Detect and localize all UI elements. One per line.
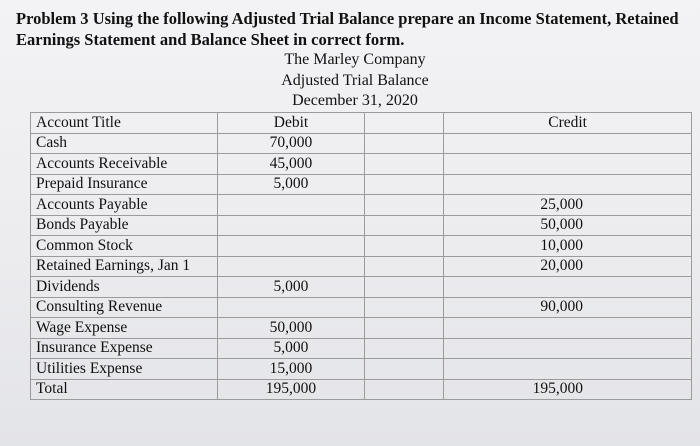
table-row <box>31 277 692 298</box>
credit-value: 90,000 <box>443 297 691 318</box>
table-row <box>31 256 692 277</box>
spacer-cell <box>364 338 443 359</box>
debit-value <box>218 215 364 236</box>
debit-value: 50,000 <box>218 318 364 339</box>
total-row <box>31 379 692 400</box>
problem-label: Problem 3 <box>16 9 89 28</box>
account-title: Cash <box>31 133 218 154</box>
debit-value: 5,000 <box>218 174 364 195</box>
credit-value <box>443 154 691 175</box>
debit-value: 70,000 <box>218 133 364 154</box>
credit-total: 195,000 <box>443 379 691 400</box>
column-header-credit: Credit <box>443 113 691 134</box>
account-title: Retained Earnings, Jan 1 <box>31 256 218 277</box>
credit-value: 10,000 <box>443 236 691 257</box>
spacer-cell <box>364 154 443 175</box>
table-row <box>31 174 692 195</box>
credit-value <box>443 277 691 298</box>
account-title: Common Stock <box>31 236 218 257</box>
account-title: Insurance Expense <box>31 338 218 359</box>
account-title: Utilities Expense <box>31 359 218 380</box>
table-row <box>31 338 692 359</box>
table-row <box>31 236 692 257</box>
report-title: Adjusted Trial Balance <box>281 71 429 89</box>
debit-value: 15,000 <box>218 359 364 380</box>
spacer-cell <box>364 174 443 195</box>
table-row <box>31 154 692 175</box>
account-title: Accounts Payable <box>31 195 218 216</box>
credit-value <box>443 318 691 339</box>
company-name: The Marley Company <box>284 51 426 68</box>
debit-value: 45,000 <box>218 154 364 175</box>
account-title: Total <box>31 379 218 400</box>
column-header-account: Account Title <box>31 113 218 134</box>
report-date: December 31, 2020 <box>292 92 418 109</box>
spacer-cell <box>364 195 443 216</box>
spacer-cell <box>364 359 443 380</box>
credit-value: 50,000 <box>443 215 691 236</box>
account-title: Wage Expense <box>31 318 218 339</box>
credit-value <box>443 338 691 359</box>
account-title: Dividends <box>31 277 218 298</box>
debit-value <box>218 297 364 318</box>
table-row <box>31 318 692 339</box>
report-header <box>210 50 500 112</box>
account-title: Accounts Receivable <box>31 154 218 175</box>
table-row <box>31 215 692 236</box>
spacer-cell <box>364 379 443 400</box>
spacer-cell <box>364 318 443 339</box>
column-header-spacer <box>364 113 443 134</box>
spacer-cell <box>364 297 443 318</box>
trial-balance-table <box>30 112 692 400</box>
table-row <box>31 297 692 318</box>
spacer-cell <box>364 215 443 236</box>
spacer-cell <box>364 256 443 277</box>
spacer-cell <box>364 133 443 154</box>
account-title: Prepaid Insurance <box>31 174 218 195</box>
spacer-cell <box>364 277 443 298</box>
debit-value <box>218 195 364 216</box>
table-row <box>31 133 692 154</box>
table-header-row <box>31 113 692 134</box>
debit-value <box>218 236 364 257</box>
table-row <box>31 195 692 216</box>
credit-value <box>443 359 691 380</box>
credit-value: 20,000 <box>443 256 691 277</box>
spacer-cell <box>364 236 443 257</box>
debit-value <box>218 256 364 277</box>
debit-total: 195,000 <box>218 379 364 400</box>
debit-value: 5,000 <box>218 338 364 359</box>
credit-value <box>443 133 691 154</box>
account-title: Bonds Payable <box>31 215 218 236</box>
problem-instruction: Using the following Adjusted Trial Balance prepare an Income Statement, Retained Earnings Statement and Balance Sheet in correct form. <box>16 9 679 49</box>
credit-value <box>443 174 691 195</box>
column-header-debit: Debit <box>218 113 364 134</box>
account-title: Consulting Revenue <box>31 297 218 318</box>
problem-heading <box>16 8 688 50</box>
table-row <box>31 359 692 380</box>
debit-value: 5,000 <box>218 277 364 298</box>
credit-value: 25,000 <box>443 195 691 216</box>
